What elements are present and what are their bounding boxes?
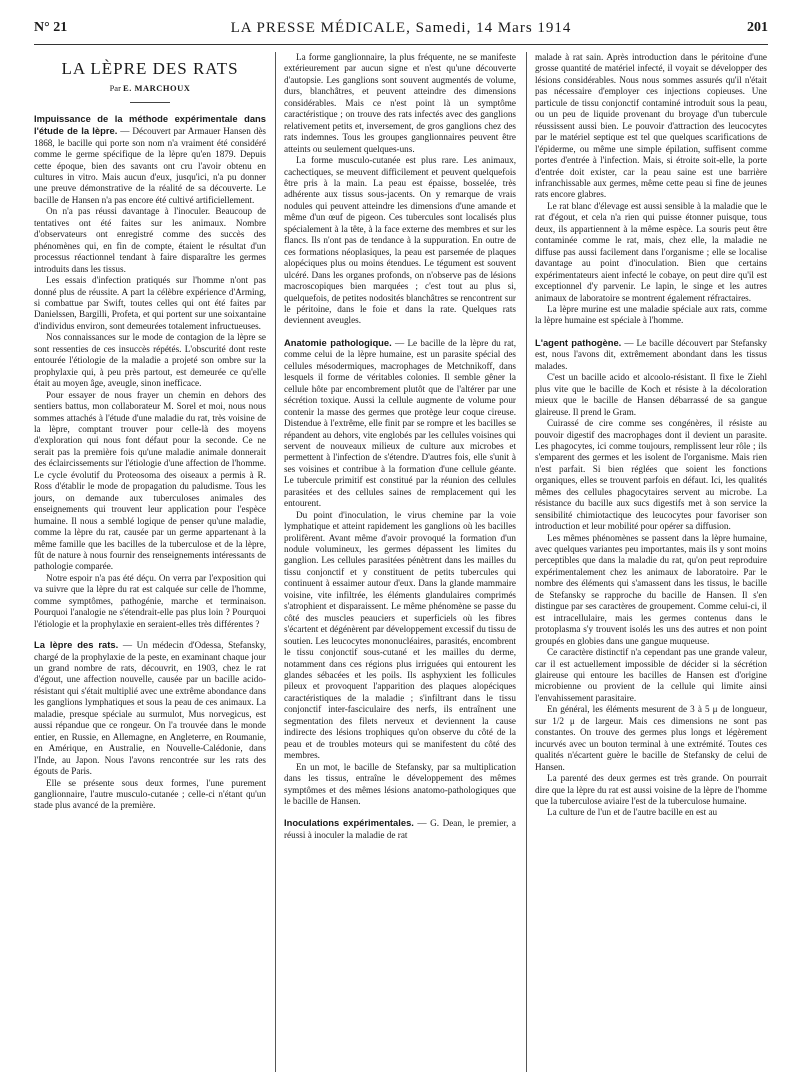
paragraph: Ce caractère distinctif n'a cependant pas une grande valeur, car il est actuellement impossible de décider si la sécrétion glaireuse qui entoure les bacilles de Hansen est d'origine microbienne ou provient de la cellule qui limite ainsi l'envahissement parasitaire. xyxy=(535,647,767,703)
paragraph-text: — Un médecin d'Odessa, Stefansky, chargé de la prophylaxie de la peste, en examinant chaque jour un grand nombre de rats, découvrit, en 1903, chez le rat d'égout, une affection nouvelle, causée par un bacille acido-résistant qui s'était multiplié avec une extrême abondance dans les ganglions lymphatiques et sous la peau de ces animaux. La maladie, presque spéciale au surmulot, Mus norvegicus, est aussi répandue que ce rongeur. On l'a trouvée dans le monde entier, en Russie, en Allemagne, en Angleterre, en Roumanie, en Amérique, en Australie, en Nouvelle-Calédonie, dans l'Inde, au Japon. Nous l'avons rencontrée sur les rats des égouts de Paris. xyxy=(34,640,266,777)
paragraph: En un mot, le bacille de Stefansky, par sa multiplication dans les tissus, entraîne le développement des mêmes symptômes et des mêmes lésions anatomo-pathologiques que le bacille de Hansen. xyxy=(284,761,516,806)
paragraph-text: — Découvert par Armauer Hansen dès 1868, le bacille qui porte son nom n'a vraiment été considéré comme le germe spécifique de la lèpre qu'en 1879. Depuis cette époque, bien des savants ont cru l'avoir obtenu en cultures in vitro. Mais aucun d'eux, jusqu'ici, n'a pu donner une preuve démonstrative de la réalité de sa découverte. Le bacille de Hansen n'a pas encore été cultivé artificiellement. xyxy=(34,126,266,205)
paragraph: La parenté des deux germes est très grande. On pourrait dire que la lèpre du rat est aussi voisine de la lèpre de l'homme que la tuberculose aviaire l'est de la tuberculose humaine. xyxy=(535,773,767,806)
title-separator xyxy=(130,102,170,103)
paragraph xyxy=(535,337,767,372)
paragraph: Le rat blanc d'élevage est aussi sensible à la maladie que le rat d'égout, et cela n'a rien qui puisse étonner puisque, tous deux, ils appartiennent à la même espèce. La souris peut être contaminée comme le rat, mais, chez elle, la maladie ne diffuse pas aussi facilement dans l'organisme ; elle se localise davantage au point d'inoculation. Bien que certains expérimentateurs aient infecté le cobaye, on peut dire qu'il est exceptionnel d'y parvenir. Le lapin, le singe et les autres animaux de laboratoire se montrent également réfractaires. xyxy=(535,200,767,303)
paragraph: Elle se présente sous deux formes, l'une purement ganglionnaire, l'autre musculo-cutanée ; celle-ci n'étant qu'un stade plus avancé de la première. xyxy=(34,777,266,811)
page-number-left: N° 21 xyxy=(34,20,68,35)
paragraph xyxy=(284,817,516,841)
paragraph xyxy=(34,639,266,777)
article-title: LA LÈPRE DES RATS xyxy=(61,59,239,78)
byline xyxy=(34,83,266,94)
paragraph: C'est un bacille acido et alcoolo-résistant. Il fixe le Ziehl plus vite que le bacille de Koch et résiste à la décoloration mieux que le bacille de Hansen débarrassé de sa gangue glaireuse. Il prend le Gram. xyxy=(535,372,767,417)
running-title: LA PRESSE MÉDICALE, Samedi, 14 Mars 1914 xyxy=(230,20,572,36)
paragraph: Pour essayer de nous frayer un chemin en dehors des sentiers battus, mon collaborateur M. Sorel et moi, nous nous sommes attachés à l'étude d'une maladie du rat, très voisine de la lèpre, comptant trouver pour celle-là des moyens d'exploration qui nous font défaut pour la seconde. Ce ne serait pas la première fois qu'une maladie animale donnerait des éclaircissements sur l'étiologie d'une affection de l'homme. Le cycle évolutif du Proteosoma des oiseaux a permis à R. Ross d'établir le mode de propagation du paludisme. Tous les jours, on demande aux tuberculoses animales des enseignements qui trouvent leur application pour l'espèce humaine. Il nous a semblé logique de penser qu'une maladie, comme la lèpre du rat, causée par un germe appartenant à la même famille que les bacilles de la tuberculose et de la lèpre, fût de nature à nous fournir des renseignements intéressants de pathologie comparée. xyxy=(34,389,266,572)
column-2 xyxy=(284,52,516,841)
paragraph: La culture de l'un et de l'autre bacille en est au xyxy=(547,807,718,818)
running-header xyxy=(34,14,768,45)
paragraph: La forme musculo-cutanée est plus rare. Les animaux, cachectiques, se meuvent difficilement et peuvent quelquefois être pris à la main. La peau est épaisse, bosselée, très adhérente aux tissus sous-jacents. On y remarque de vrais nodules qui peuvent atteindre les dimensions d'une amande et même d'un œuf de pigeon. Ces tubercules sont localisés plus spécialement à la tête, à la face externe des membres et sur les flancs. Ils n'ont pas de tendance à la suppuration. En outre de ces formations néoplasiques, la peau est parsemée de plaques alopéciques plus ou moins étendues. Le tégument est souvent ulcéré. Dans les organes profonds, on n'observe pas de lésions macroscopiques bien marquées ; c'est tout au plus si, quelquefois, de petites nodosités blanchâtres se rencontrent sur le péritoine, dans le foie et dans la rate. Quelques rats deviennent aveugles. xyxy=(284,155,516,326)
byline-prefix: Par xyxy=(109,83,121,94)
author-name: E. MARCHOUX xyxy=(123,83,191,94)
column-rule xyxy=(526,52,527,1072)
paragraph: Notre espoir n'a pas été déçu. On verra par l'exposition qui va suivre que la lèpre du rat est calquée sur celle de l'homme, comme symptômes, pathogénie, marche et terminaison. Pourquoi l'analogie ne s'étendrait-elle pas plus loin ? Pourquoi l'étiologie et la prophylaxie en seraient-elles très différentes ? xyxy=(34,572,266,629)
section-heading: Impuissance de la méthode expérimentale dans l'étude de la lèpre. xyxy=(34,112,266,137)
paragraph xyxy=(34,113,266,207)
section-heading: La lèpre des rats. xyxy=(34,639,119,651)
paragraph: En général, les éléments mesurent de 3 à 5 μ de longueur, sur 1/2 μ de largeur. Mais ces dimensions ne sont pas constantes. On trouve des germes plus longs et légèrement incurvés avec un bouton terminal à une extrémité. Toutes ces qualités n'écartent guère le bacille de Stefansky de celui de Hansen. xyxy=(535,704,767,772)
column-1 xyxy=(34,52,266,812)
paragraph-text: — G. Dean, le premier, a réussi à inoculer la maladie de rat xyxy=(284,818,516,840)
paragraph: Les mêmes phénomènes se passent dans la lèpre humaine, avec quelques variantes peu importantes, mais ils y sont moins perceptibles que dans la maladie du rat, qu'on peut reproduire expérimentalement chez les animaux de laboratoire. Par le nombre des éléments qui s'amassent dans les tissus, le bacille de Stefansky se rapproche du bacille de Hansen. Il s'en distingue par ses caractères de groupement. Comme celui-ci, il est intracellulaire, mais les germes contenus dans le protoplasma s'y trouvent isolés les uns des autres et non point groupés en globies dans une gangue muqueuse. xyxy=(535,532,767,646)
paragraph xyxy=(284,337,516,510)
paragraph: Les essais d'infection pratiqués sur l'homme n'ont pas donné plus de réussite. A part la célèbre expérience d'Arming, si combattue par Swift, toutes celles qui ont été faites par Danielssen, Bargilli, Profeta, et qui portent sur une soixantaine d'individus environ, sont demeurées totalement infructueuses. xyxy=(34,275,266,331)
paragraph: Du point d'inoculation, le virus chemine par la voie lymphatique et atteint rapidement les ganglions où les bacilles prolifèrent. Avant même d'avoir provoqué la formation d'un nodule volumineux, les germes dépassent les limites du ganglion. Les cellules parasitées pénètrent dans les mailles du tissu conjonctif et y constituent de petits tubercules qui continuent à essaimer autour d'eux. Dans la glande mammaire voisine, vite infiltrée, les éléments glandulaires comprimés s'atrophient et disparaissent. Le même phénomène se passe du côté des muscles peauciers et superficiels où les fibres s'écartent et dégénèrent par développement excessif du tissu de soutien. Les leucocytes mononucléaires, parasités, encombrent le tissu conjonctif sous-cutané et les mailles du derme, notamment dans ces régions plus irriguées qui entourent les glandes sébacées et les poils. Ils asphyxient les follicules pileux et provoquent l'apparition des plaques alopéciques caractéristiques de la maladie ; s'infiltrant dans le tissu conjonctif inter-fasciculaire des nerfs, ils entraînent une segmentation des filets nerveux et deviennent la cause indirecte des lésions trophiques qu'on observe du côté de la peau et de troubles moteurs qui se manifestent du côté des membres. xyxy=(284,509,516,761)
column-3 xyxy=(535,52,767,819)
paragraph: Nos connaissances sur le mode de contagion de la lèpre se sont ressenties de ces insuccès répétés. L'obscurité dont reste entourée l'étiologie de la maladie a projeté son ombre sur la prophylaxie qui, à peu près partout, est demeurée ce qu'elle était au moyen âge, aveugle, sinon inefficace. xyxy=(34,332,266,389)
paragraph: La lèpre murine est une maladie spéciale aux rats, comme la lèpre humaine est spéciale à l'homme. xyxy=(535,303,767,326)
paragraph: La forme ganglionnaire, la plus fréquente, ne se manifeste extérieurement par aucun signe et n'est qu'une découverte d'autopsie. Les ganglions sont souvent augmentés de volume, durs, blanchâtres, et peuvent atteindre des dimensions considérables. Mais ce n'est point là un symptôme caractéristique ; on trouve des rats infectés avec des ganglions relativement petits et, inversement, de gros ganglions chez des rats indemnes. Tous les groupes ganglionnaires peuvent être atteints ou seulement quelques-uns. xyxy=(284,52,516,154)
section-heading: L'agent pathogène. xyxy=(535,336,622,348)
section-heading: Inoculations expérimentales. xyxy=(284,817,414,829)
paragraph: Cuirassé de cire comme ses congénères, il résiste au pouvoir digestif des macrophages dont il devient un parasite. Les phagocytes, ici comme toujours, remplissent leur rôle ; ils s'emparent des germes et les isolent de l'organisme. Mais rien n'est parfait. Si bien réglées que soient les fonctions organiques, elles se trouvent parfois en défaut. Ici, les qualités mêmes des cellules phagocytaires servent au microbe. La résistance du bacille aux sucs digestifs met à son service la sensibilité chimiotactique des leucocytes pour favoriser son introduction et leur mobilité pour opérer sa diffusion. xyxy=(535,418,767,532)
paragraph: malade à rat sain. Après introduction dans le péritoine d'une grosse quantité de matériel infecté, il voyait se développer des lésions considérables. Nous nous sommes assurés qu'il n'était pas nécessaire d'employer ces injections copieuses. Une particule de tissu conjonctif contaminé introduit sous la peau, ou un peu de liquide provenant du broyage d'un tubercule réussissent aussi bien. Le pouvoir d'attraction des leucocytes par le matériel septique est tel que quelques scarifications de l'épiderme, ou même une simple épilation, suffisent comme portes d'entrée à l'infection. Mais, si étroite soit-elle, la porte d'entrée doit exister, car la peau saine est une barrière infranchissable aux germes, même cette peau si fine de jeunes rats encore glabres. xyxy=(535,52,767,200)
section-heading: Anatomie pathologique. xyxy=(284,336,392,348)
paragraph-text: — Le bacille de la lèpre du rat, comme celui de la lèpre humaine, est un parasite spécial des cellules mésodermiques, macrophages de Metchnikoff, dans lesquels il forme de véritables colonies. Il semble gêner la cellule hôte par encombrement plutôt que de l'altérer par une sécrétion toxique. Aussi la cellule augmente de volume pour contenir la masse des germes que protège leur coque cireuse. Distendue à l'extrême, elle finit par se rompre et les bacilles se répandent au dehors, vite englobés par les cellules voisines qui servent de nouveaux milieux de culture aux microbes et permettent à l'infection de s'étendre. D'autres fois, elle s'unit à ses voisines et contribue à la formation d'une cellule géante. Le tubercule primitif est constitué par la réunion des cellules parasitées et des cellules saines de remplacement qui les entourent. xyxy=(284,337,516,509)
paragraph: On n'a pas réussi davantage à l'inoculer. Beaucoup de tentatives ont été faites sur les animaux. Nombre d'observateurs ont enregistré comme des succès des phénomènes qui, en fin de compte, étaient le résultat d'un processus réactionnel tendant à faire disparaître les germes introduits dans les tissus. xyxy=(34,206,266,274)
page-number-right: 201 xyxy=(747,20,768,35)
column-rule xyxy=(275,52,276,1072)
paragraph-text: — Le bacille découvert par Stefansky est, nous l'avons dit, extrêmement abondant dans les tissus malades. xyxy=(535,337,767,371)
